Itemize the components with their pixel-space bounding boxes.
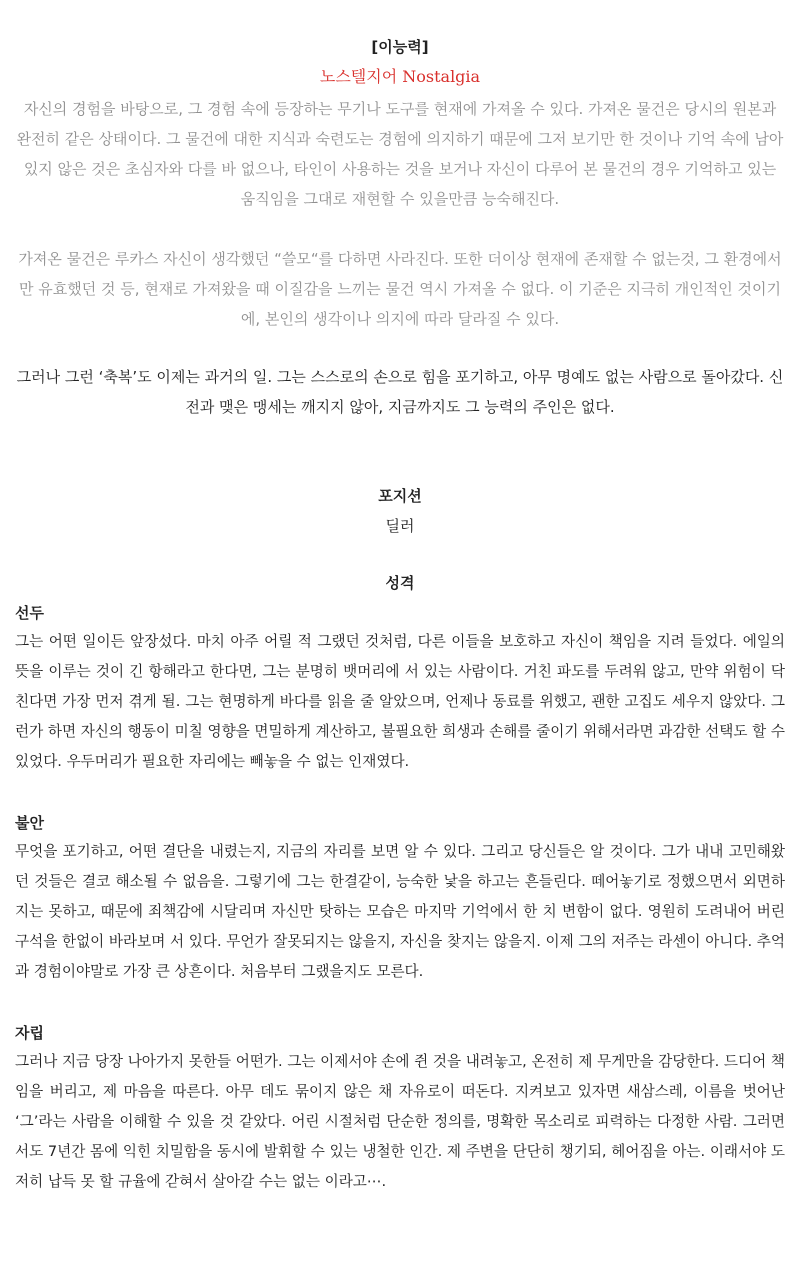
ability-name: 노스텔지어 Nostalgia: [319, 67, 481, 86]
section-title: 불안: [15, 814, 44, 832]
personality-section-leading: [15, 602, 785, 777]
ability-desc-paragraph-1: 자신의 경험을 바탕으로, 그 경험 속에 등장하는 무기나 도구를 현재에 가져올 수 있다. 가져온 물건은 당시의 원본과 완전히 같은 상태이다. 그 물건에 대한 지식과 숙련도는 경험에 의지하기 때문에 그저 보기만 한 것이나 기억 속에 남아 있지 않은 것은 초심자와 다를 바 없으나, 타인이 사용하는 것을 보거나 자신이 다루어 본 물건의 경우 기억하고 있는 움직임을 그대로 재현할 수 있을만큼 능숙해진다.: [16, 100, 784, 208]
section-text: 무엇을 포기하고, 어떤 결단을 내렸는지, 지금의 자리를 보면 알 수 있다. 그리고 당신들은 알 것이다. 그가 내내 고민해왔던 것들은 결코 해소될 수 없음을. 그렇기에 그는 한결같이, 능숙한 낯을 하고는 흔들린다. 떼어놓기로 정했으면서 외면하지는 못하고, 때문에 죄책감에 시달리며 자신만 탓하는 모습은 마지막 기억에서 한 치 변함이 없다. 영원히 도려내어 버린 구석을 한없이 바라보며 서 있다. 무언가 잘못되지는 않을지, 자신을 찾지는 않을지. 이제 그의 저주는 라센이 아니다. 추억과 경험이야말로 가장 큰 상흔이다. 처음부터 그랬을지도 모른다.: [15, 843, 785, 980]
ability-title: [이능력]: [371, 38, 429, 56]
ability-description: [15, 94, 785, 334]
section-text: 그러나 지금 당장 나아가지 못한들 어떤가. 그는 이제서야 손에 쥔 것을 내려놓고, 온전히 제 무게만을 감당한다. 드디어 책임을 버리고, 제 마음을 따른다. 아무 데도 묶이지 않은 채 자유로이 떠돈다. 지켜보고 있자면 새삼스레, 이름을 벗어난 ‘그’라는 사람을 이해할 수 있을 것 같았다. 어린 시절처럼 단순한 정의를, 명확한 목소리로 피력하는 다정한 사람. 그러면서도 7년간 몸에 익힌 치밀함을 동시에 발휘할 수 있는 냉철한 인간. 제 주변을 단단히 챙기되, 헤어짐을 아는. 이래서야 도저히 납득 못 할 규율에 갇혀서 살아갈 수는 없는 이라고⋯.: [15, 1053, 785, 1190]
ability-desc-paragraph-2: 가져온 물건은 루카스 자신이 생각했던 “쓸모“를 다하면 사라진다. 또한 더이상 현재에 존재할 수 없는것, 그 환경에서만 유효했던 것 등, 현재로 가져왔을 때 이질감을 느끼는 물건 역시 가져올 수 없다. 이 기준은 지극히 개인적인 것이기에, 본인의 생각이나 의지에 따라 달라질 수 있다.: [18, 250, 782, 328]
position-value: 딜러: [385, 517, 415, 535]
ability-note-text: 그러나 그런 ‘축복’도 이제는 과거의 일. 그는 스스로의 손으로 힘을 포기하고, 아무 명예도 없는 사람으로 돌아갔다. 신전과 맺은 맹세는 깨지지 않아, 지금까지도 그 능력의 주인은 없다.: [16, 368, 784, 416]
section-title: 자립: [15, 1024, 44, 1042]
personality-section-anxiety: [15, 812, 785, 987]
section-title: 선두: [15, 604, 44, 622]
personality-heading: 성격: [385, 574, 415, 592]
position-heading: 포지션: [378, 487, 422, 505]
section-text: 그는 어떤 일이든 앞장섰다. 마치 아주 어릴 적 그랬던 것처럼, 다른 이들을 보호하고 자신이 책임을 지려 들었다. 에일의 뜻을 이루는 것이 긴 항해라고 한다면, 그는 분명히 뱃머리에 서 있는 사람이다. 거친 파도를 두려워 않고, 만약 위험이 닥친다면 가장 먼저 겪게 될. 그는 현명하게 바다를 읽을 줄 알았으며, 언제나 동료를 위했고, 괜한 고집도 세우지 않았다. 그런가 하면 자신의 행동이 미칠 영향을 면밀하게 계산하고, 불필요한 희생과 손해를 줄이기 위해서라면 과감한 선택도 할 수 있었다. 우두머리가 필요한 자리에는 빼놓을 수 없는 인재였다.: [15, 633, 785, 770]
personality-section-independence: [15, 1022, 785, 1197]
ability-note: [15, 362, 785, 422]
document-page: [15, 37, 785, 1197]
